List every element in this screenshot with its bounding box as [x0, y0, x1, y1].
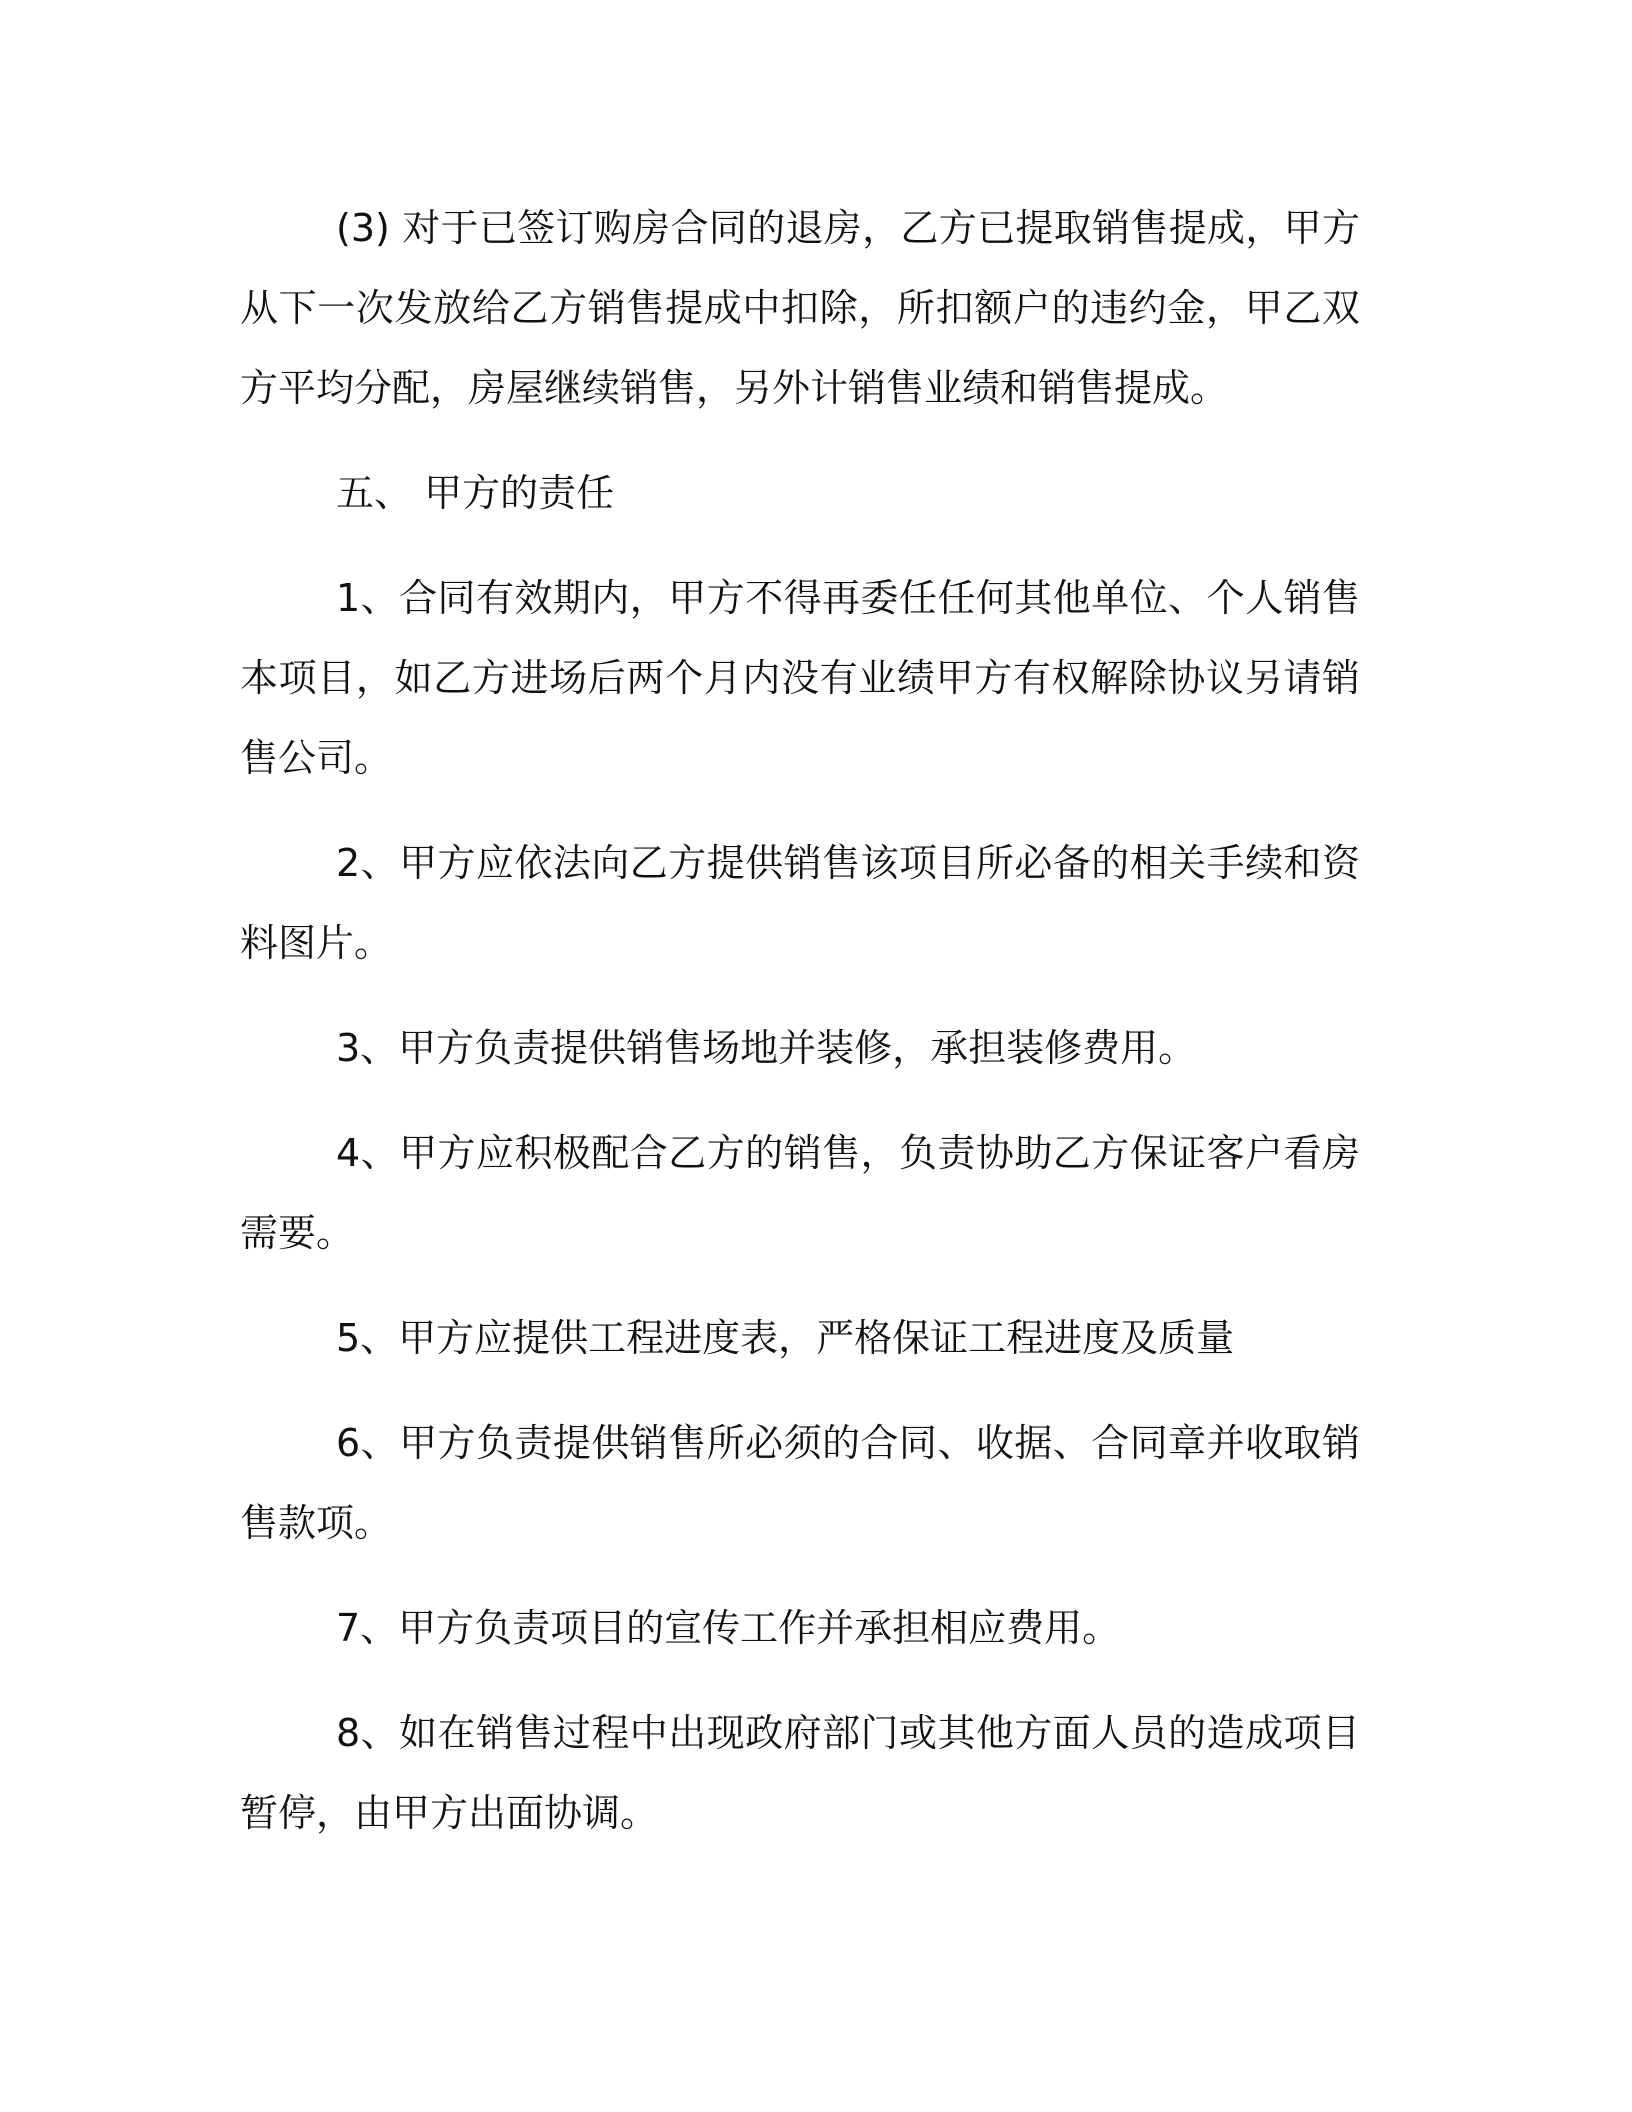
- paragraph-duty-8: 8、如在销售过程中出现政府部门或其他方面人员的造成项目暂停，由甲方出面协调。: [240, 1711, 1360, 1835]
- paragraph-duty-1: 1、合同有效期内，甲方不得再委任任何其他单位、个人销售本项目，如乙方进场后两个月内没有业绩甲方有权解除协议另请销售公司。: [240, 576, 1360, 780]
- paragraph-duty-3: 3、甲方负责提供销售场地并装修，承担装修费用。: [336, 1026, 1197, 1070]
- paragraph-duty-7: 7、甲方负责项目的宣传工作并承担相应费用。: [336, 1606, 1121, 1650]
- document-body: [240, 188, 1360, 1878]
- paragraph-duty-6: 6、甲方负责提供销售所必须的合同、收据、合同章并收取销售款项。: [240, 1421, 1360, 1545]
- paragraph-refund-clause: (3) 对于已签订购房合同的退房，乙方已提取销售提成，甲方从下一次发放给乙方销售提成中扣除，所扣额户的违约金，甲乙双方平均分配，房屋继续销售，另外计销售业绩和销售提成。: [240, 206, 1360, 410]
- paragraph-duty-5: 5、甲方应提供工程进度表，严格保证工程进度及质量: [336, 1316, 1235, 1360]
- paragraph-duty-2: 2、甲方应依法向乙方提供销售该项目所必备的相关手续和资料图片。: [240, 841, 1360, 965]
- section-heading-party-a-duties: 五、 甲方的责任: [336, 471, 615, 515]
- paragraph-duty-4: 4、甲方应积极配合乙方的销售，负责协助乙方保证客户看房需要。: [240, 1131, 1360, 1255]
